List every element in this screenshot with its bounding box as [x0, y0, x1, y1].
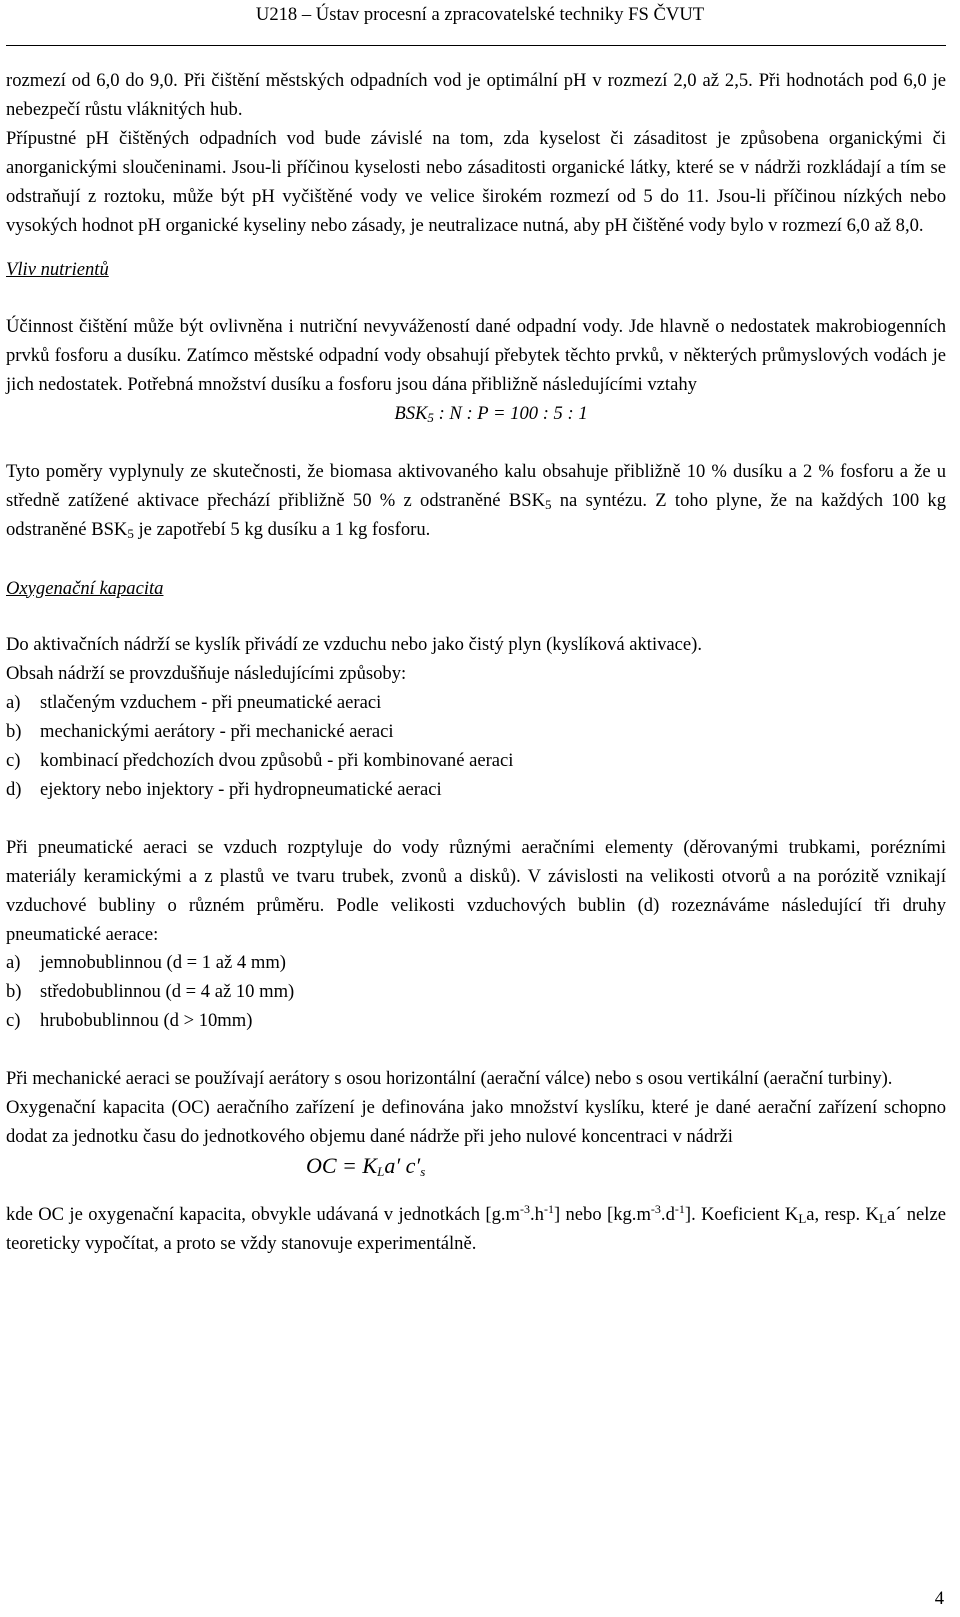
list-text: stlačeným vzduchem - při pneumatické aeraci [40, 692, 382, 714]
paragraph: Při mechanické aeraci se používají aerátory s osou horizontální (aerační válce) nebo s osou vertikální (aerační turbiny). [6, 1068, 893, 1090]
text-run: .h [530, 1203, 544, 1225]
page-content [6, 67, 946, 1258]
list-item [6, 978, 946, 1007]
list-text: středobublinnou (d = 4 až 10 mm) [40, 981, 295, 1003]
header-rule [6, 45, 946, 46]
list-marker: a) [6, 952, 21, 974]
list-text: hrubobublinnou (d > 10mm) [40, 1010, 253, 1032]
text-run: je zapotřebí 5 kg dusíku a 1 kg fosforu. [133, 518, 431, 540]
list-text: mechanickými aerátory - při mechanické aeraci [40, 721, 394, 743]
paragraph: rozmezí od 6,0 do 9,0. Při čištění městských odpadních vod je optimální pH v rozmezí 2,0 až 2,5. Při hodnotách pod 6,0 je nebezpečí růstu vláknitých hub. [6, 70, 946, 120]
paragraph [6, 458, 946, 545]
page-number: 4 [934, 1588, 944, 1609]
formula-pre: BSK [394, 403, 428, 425]
superscript: -3 [520, 1201, 530, 1216]
superscript: -1 [543, 1201, 554, 1216]
text-run: na syntézu. Z toho plyne, že na každých 100 kg odstraněné BSK [6, 489, 946, 540]
list-item [6, 718, 946, 747]
text-run: .d [660, 1203, 675, 1225]
list-marker: d) [6, 779, 22, 801]
list-marker: b) [6, 981, 22, 1003]
list-item [6, 776, 946, 805]
list-item [6, 1007, 946, 1036]
text-run: kde OC je oxygenační kapacita, obvykle udávaná v jednotkách [g.m [6, 1203, 520, 1225]
formula-post: : N : P = 100 : 5 : 1 [433, 403, 588, 425]
formula-oc [306, 1152, 946, 1181]
section-heading-nutrients: Vliv nutrientů [6, 259, 109, 281]
list-item [6, 949, 946, 978]
formula-sub: s [420, 1163, 426, 1179]
formula-part: a′ c′ [384, 1152, 421, 1178]
formula-ratio [36, 400, 946, 429]
paragraph: Do aktivačních nádrží se kyslík přivádí ze vzduchu nebo jako čistý plyn (kyslíková aktivace). [6, 634, 703, 656]
list-item [6, 689, 946, 718]
text-run: a´ nelze teoreticky vypočítat, a proto se vždy stanovuje experimentálně. [6, 1203, 946, 1254]
list-marker: c) [6, 750, 21, 772]
subscript: 5 [545, 496, 552, 512]
list-marker: b) [6, 721, 22, 743]
subscript: 5 [127, 525, 134, 541]
list-marker: a) [6, 692, 21, 714]
page-header: U218 – Ústav procesní a zpracovatelské techniky FS ČVUT [255, 4, 705, 25]
paragraph: Přípustné pH čištěných odpadních vod bude závislé na tom, zda kyselost či zásaditost je způsobena organickými či anorganickými sloučeninami. Jsou-li příčinou kyselosti nebo zásaditosti organické látky, které se v nádrži rozkládají a tím se odstraňují z roztoku, může být pH vyčištěné vody ve velice širokém rozmezí od 5 do 11. Jsou-li příčinou nízkých nebo vysokých hodnot pH organické kyseliny nebo zásady, je neutralizace nutná, aby pH čištěné vody bylo v rozmezí 6,0 až 8,0. [6, 127, 946, 236]
list-text: jemnobublinnou (d = 1 až 4 mm) [40, 952, 286, 974]
text-run: ]. Koeficient K [684, 1203, 799, 1225]
section-heading-oxygen: Oxygenační kapacita [6, 577, 164, 599]
formula-part: OC = K [306, 1152, 378, 1178]
paragraph: Při pneumatické aeraci se vzduch rozptyluje do vody různými aeračními elementy (děrovanými trubkami, porézními materiály keramickými a z plastů ve tvaru trubek, zvonů a disků). V závislosti na velikosti otvorů a na porózitě vznikají vzduchové bubliny o různém průměru. Podle velikosti vzduchových bublin (d) rozeznáváme následující tři druhy pneumatické aerace: [6, 836, 946, 945]
superscript: -3 [650, 1201, 661, 1216]
list-text: ejektory nebo injektory - při hydropneumatické aeraci [40, 779, 442, 801]
list-text: kombinací předchozích dvou způsobů - při kombinované aeraci [40, 750, 514, 772]
paragraph: Oxygenační kapacita (OC) aeračního zařízení je definována jako množství kyslíku, které je dané aerační zařízení schopno dodat za jednotku času do jednotkového objemu dané nádrže při jeho nulové koncentraci v nádrži [6, 1096, 946, 1147]
subscript: L [878, 1210, 887, 1226]
paragraph [6, 1201, 946, 1259]
subscript: L [798, 1210, 807, 1226]
list-marker: c) [6, 1010, 21, 1032]
text-run: Tyto poměry vyplynuly ze skutečnosti, že biomasa aktivovaného kalu obsahuje přibližně 10 % dusíku a 2 % fosforu a že u středně zatížené aktivace přechází přibližně 50 % z odstraněné BSK [6, 460, 946, 511]
list-item [6, 747, 946, 776]
text-run: a, resp. K [806, 1203, 879, 1225]
superscript: -1 [674, 1201, 685, 1216]
text-run: ] nebo [kg.m [553, 1203, 651, 1225]
formula-sub: 5 [427, 410, 434, 426]
formula-sub: L [377, 1163, 385, 1179]
paragraph: Účinnost čištění může být ovlivněna i nutriční nevyvážeností dané odpadní vody. Jde hlavně o nedostatek makrobiogenních prvků fosforu a dusíku. Zatímco městské odpadní vody obsahují přebytek těchto prvků, v některých průmyslových vodách je jich nedostatek. Potřebná množství dusíku a fosforu jsou dána přibližně následujícími vztahy [6, 316, 946, 396]
paragraph: Obsah nádrží se provzdušňuje následujícími způsoby: [6, 663, 407, 685]
